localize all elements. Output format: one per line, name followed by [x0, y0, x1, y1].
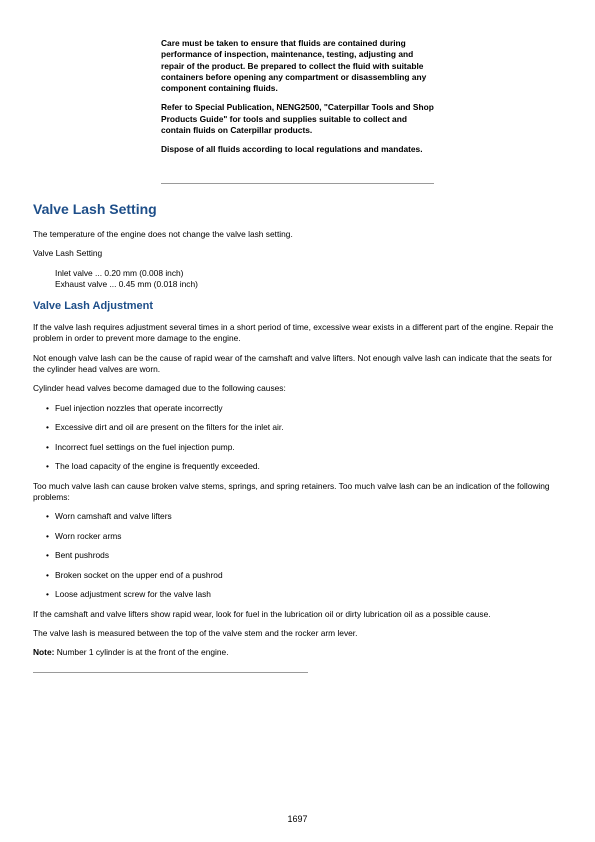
- list-item-text: Worn rocker arms: [55, 530, 122, 541]
- paragraph: The valve lash is measured between the top of the valve stem and the rocker arm lever.: [33, 627, 358, 638]
- damage-causes-list: [33, 403, 563, 473]
- list-item: [33, 511, 563, 522]
- list-item: [33, 403, 563, 414]
- list-item: [33, 550, 563, 561]
- list-item-text: Fuel injection nozzles that operate incorrectly: [55, 402, 223, 413]
- spec-title: Valve Lash Setting: [33, 248, 103, 259]
- valve-lash-specs: [55, 268, 563, 291]
- bullet-icon: •: [46, 550, 49, 561]
- bullet-icon: •: [46, 511, 49, 522]
- paragraph: Not enough valve lash can be the cause of rapid wear of the camshaft and valve lifters. Not enough valve lash can indicate that the seats for the cylinder head valves are worn.: [33, 352, 553, 375]
- page-number: 1697: [287, 814, 308, 824]
- list-item: [33, 589, 563, 600]
- paragraph: Cylinder head valves become damaged due to the following causes:: [33, 383, 286, 394]
- list-item: [33, 442, 563, 453]
- list-item: [33, 531, 563, 542]
- section-heading-valve-lash-adjustment: Valve Lash Adjustment: [33, 300, 154, 313]
- bullet-icon: •: [46, 569, 49, 580]
- list-item: [33, 422, 563, 433]
- list-item-text: Loose adjustment screw for the valve lash: [55, 589, 211, 600]
- note: [33, 647, 563, 658]
- fluid-notice: [161, 38, 437, 164]
- section-end-divider: [33, 672, 308, 673]
- paragraph: If the camshaft and valve lifters show rapid wear, look for fuel in the lubrication oil or dirty lubrication oil as a possible cause.: [33, 608, 491, 619]
- notice-paragraph: Care must be taken to ensure that fluids are contained during performance of inspection, maintenance, testing, adjusting and repair of the product. Be prepared to collect the fluid with suitable containers before opening any compartment or disassembling any component containing fluids.: [161, 38, 427, 94]
- notice-paragraph: Dispose of all fluids according to local regulations and mandates.: [161, 144, 423, 155]
- bullet-icon: •: [46, 422, 49, 433]
- main-content: [33, 199, 563, 667]
- bullet-icon: •: [46, 461, 49, 472]
- note-label: Note:: [33, 647, 55, 658]
- paragraph: Too much valve lash can cause broken valve stems, springs, and spring retainers. Too much valve lash can be an indication of the following problems:: [33, 480, 550, 502]
- list-item-text: Broken socket on the upper end of a pushrod: [55, 569, 223, 580]
- excess-lash-problems-list: [33, 511, 563, 600]
- list-item-text: Bent pushrods: [55, 550, 110, 561]
- notice-paragraph: Refer to Special Publication, NENG2500, "Caterpillar Tools and Shop Products Guide" for tools and supplies suitable to collect and contain fluids on Caterpillar products.: [161, 102, 434, 136]
- bullet-icon: •: [46, 441, 49, 452]
- notice-divider: [161, 183, 434, 184]
- bullet-icon: •: [46, 402, 49, 413]
- note-text: Number 1 cylinder is at the front of the engine.: [54, 647, 229, 658]
- spec-inlet-valve: Inlet valve ... 0.20 mm (0.008 inch): [55, 267, 184, 278]
- bullet-icon: •: [46, 530, 49, 541]
- section-heading-valve-lash-setting: Valve Lash Setting: [33, 201, 157, 217]
- list-item-text: Worn camshaft and valve lifters: [55, 511, 172, 522]
- list-item-text: Excessive dirt and oil are present on the filters for the inlet air.: [55, 422, 284, 433]
- list-item-text: The load capacity of the engine is frequently exceeded.: [55, 461, 260, 472]
- spec-exhaust-valve: Exhaust valve ... 0.45 mm (0.018 inch): [55, 278, 198, 289]
- list-item: [33, 570, 563, 581]
- intro-text: The temperature of the engine does not change the valve lash setting.: [33, 229, 293, 239]
- paragraph: If the valve lash requires adjustment several times in a short period of time, excessive wear exists in a different part of the engine. Repair the problem in order to prevent more damage to the engine.: [33, 322, 554, 344]
- bullet-icon: •: [46, 589, 49, 600]
- list-item: [33, 461, 563, 472]
- list-item-text: Incorrect fuel settings on the fuel injection pump.: [55, 441, 235, 452]
